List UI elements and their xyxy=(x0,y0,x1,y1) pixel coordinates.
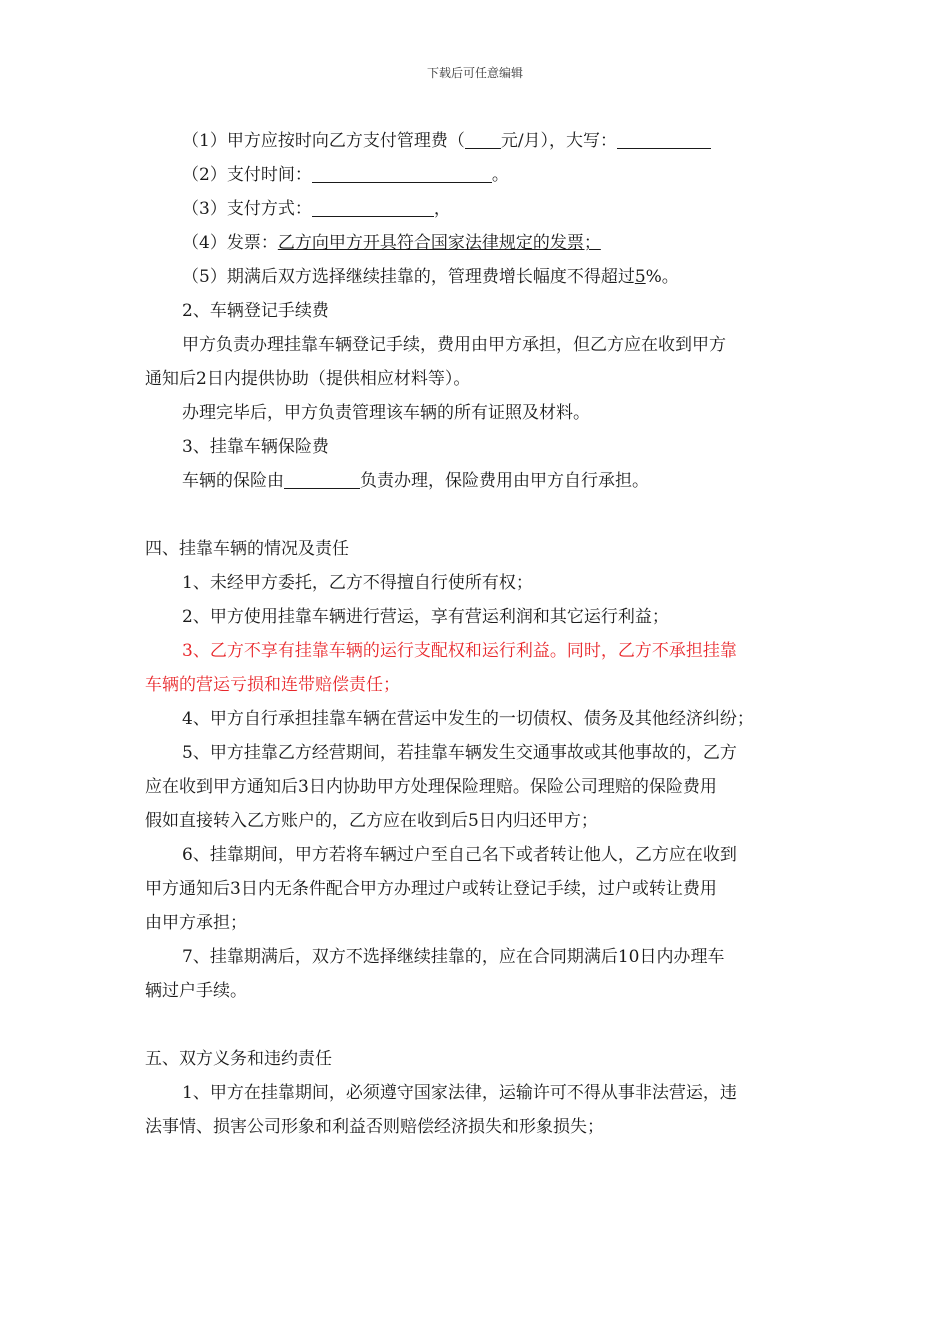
text: （4）发票： xyxy=(182,233,278,253)
text: （5）期满后双方选择继续挂靠的，管理费增长幅度不得超过 xyxy=(182,267,635,287)
text: ， xyxy=(433,199,451,219)
clause-pay-method xyxy=(145,192,815,226)
paragraph-line: 甲方通知后3日内无条件配合甲方办理过户或转让登记手续，过户或转让费用 xyxy=(145,879,717,899)
chapter-heading: 五、双方义务和违约责任 xyxy=(145,1049,332,1069)
text: 负责办理，保险费用由甲方自行承担。 xyxy=(360,471,649,491)
paragraph-line: 应在收到甲方通知后3日内协助甲方处理保险理赔。保险公司理赔的保险费用 xyxy=(145,777,717,797)
text: 元/月），大写： xyxy=(500,131,618,151)
text: %。 xyxy=(645,267,679,287)
highlighted-line: 3、乙方不享有挂靠车辆的运行支配权和运行利益。同时，乙方不承担挂靠 xyxy=(182,641,737,661)
percent-value: 5 xyxy=(634,267,646,287)
text: （2）支付时间： xyxy=(182,165,312,185)
chapter-heading: 四、挂靠车辆的情况及责任 xyxy=(145,539,349,559)
paragraph-line: 办理完毕后，甲方负责管理该车辆的所有证照及材料。 xyxy=(182,403,590,423)
amount-words-blank[interactable] xyxy=(617,128,711,149)
text: （3）支付方式： xyxy=(182,199,312,219)
clause-invoice xyxy=(145,226,815,260)
text: 。 xyxy=(491,165,509,185)
paragraph-line: 假如直接转入乙方账户的，乙方应在收到后5日内归还甲方； xyxy=(145,811,598,831)
paragraph-line: 5、甲方挂靠乙方经营期间，若挂靠车辆发生交通事故或其他事故的，乙方 xyxy=(182,743,737,763)
clause-insurance xyxy=(145,464,815,498)
paragraph-line: 辆过户手续。 xyxy=(145,981,247,1001)
insurance-party-blank[interactable] xyxy=(284,468,360,489)
paragraph-line: 由甲方承担； xyxy=(145,913,247,933)
page-header: 下载后可任意编辑 xyxy=(426,66,523,80)
document-body xyxy=(145,124,815,1144)
clause-pay-time xyxy=(145,158,815,192)
pay-time-blank[interactable] xyxy=(312,162,492,183)
paragraph-line: 2、甲方使用挂靠车辆进行营运，享有营运利润和其它运行利益； xyxy=(182,607,669,627)
clause-fee-increase xyxy=(145,260,815,294)
highlighted-line: 车辆的营运亏损和连带赔偿责任； xyxy=(145,675,400,695)
paragraph-line: 通知后2日内提供协助（提供相应材料等）。 xyxy=(145,369,471,389)
invoice-terms: 乙方向甲方开具符合国家法律规定的发票； xyxy=(277,233,601,253)
paragraph-line: 6、挂靠期间，甲方若将车辆过户至自己名下或者转让他人，乙方应在收到 xyxy=(182,845,737,865)
amount-blank[interactable] xyxy=(465,128,501,149)
paragraph-line: 4、甲方自行承担挂靠车辆在营运中发生的一切债权、债务及其他经济纠纷； xyxy=(182,709,754,729)
paragraph-line: 法事情、损害公司形象和利益否则赔偿经济损失和形象损失； xyxy=(145,1117,604,1137)
section-heading: 3、挂靠车辆保险费 xyxy=(182,437,329,457)
pay-method-blank[interactable] xyxy=(312,196,434,217)
paragraph-line: 7、挂靠期满后，双方不选择继续挂靠的，应在合同期满后10日内办理车 xyxy=(182,947,725,967)
text: 车辆的保险由 xyxy=(182,471,284,491)
clause-fee-amount xyxy=(145,124,815,158)
text: （1）甲方应按时向乙方支付管理费（ xyxy=(182,131,465,151)
paragraph-line: 1、未经甲方委托，乙方不得擅自行使所有权； xyxy=(182,573,533,593)
paragraph-line: 甲方负责办理挂靠车辆登记手续，费用由甲方承担，但乙方应在收到甲方 xyxy=(182,335,726,355)
paragraph-line: 1、甲方在挂靠期间，必须遵守国家法律，运输许可不得从事非法营运，违 xyxy=(182,1083,737,1103)
section-heading: 2、车辆登记手续费 xyxy=(182,301,329,321)
